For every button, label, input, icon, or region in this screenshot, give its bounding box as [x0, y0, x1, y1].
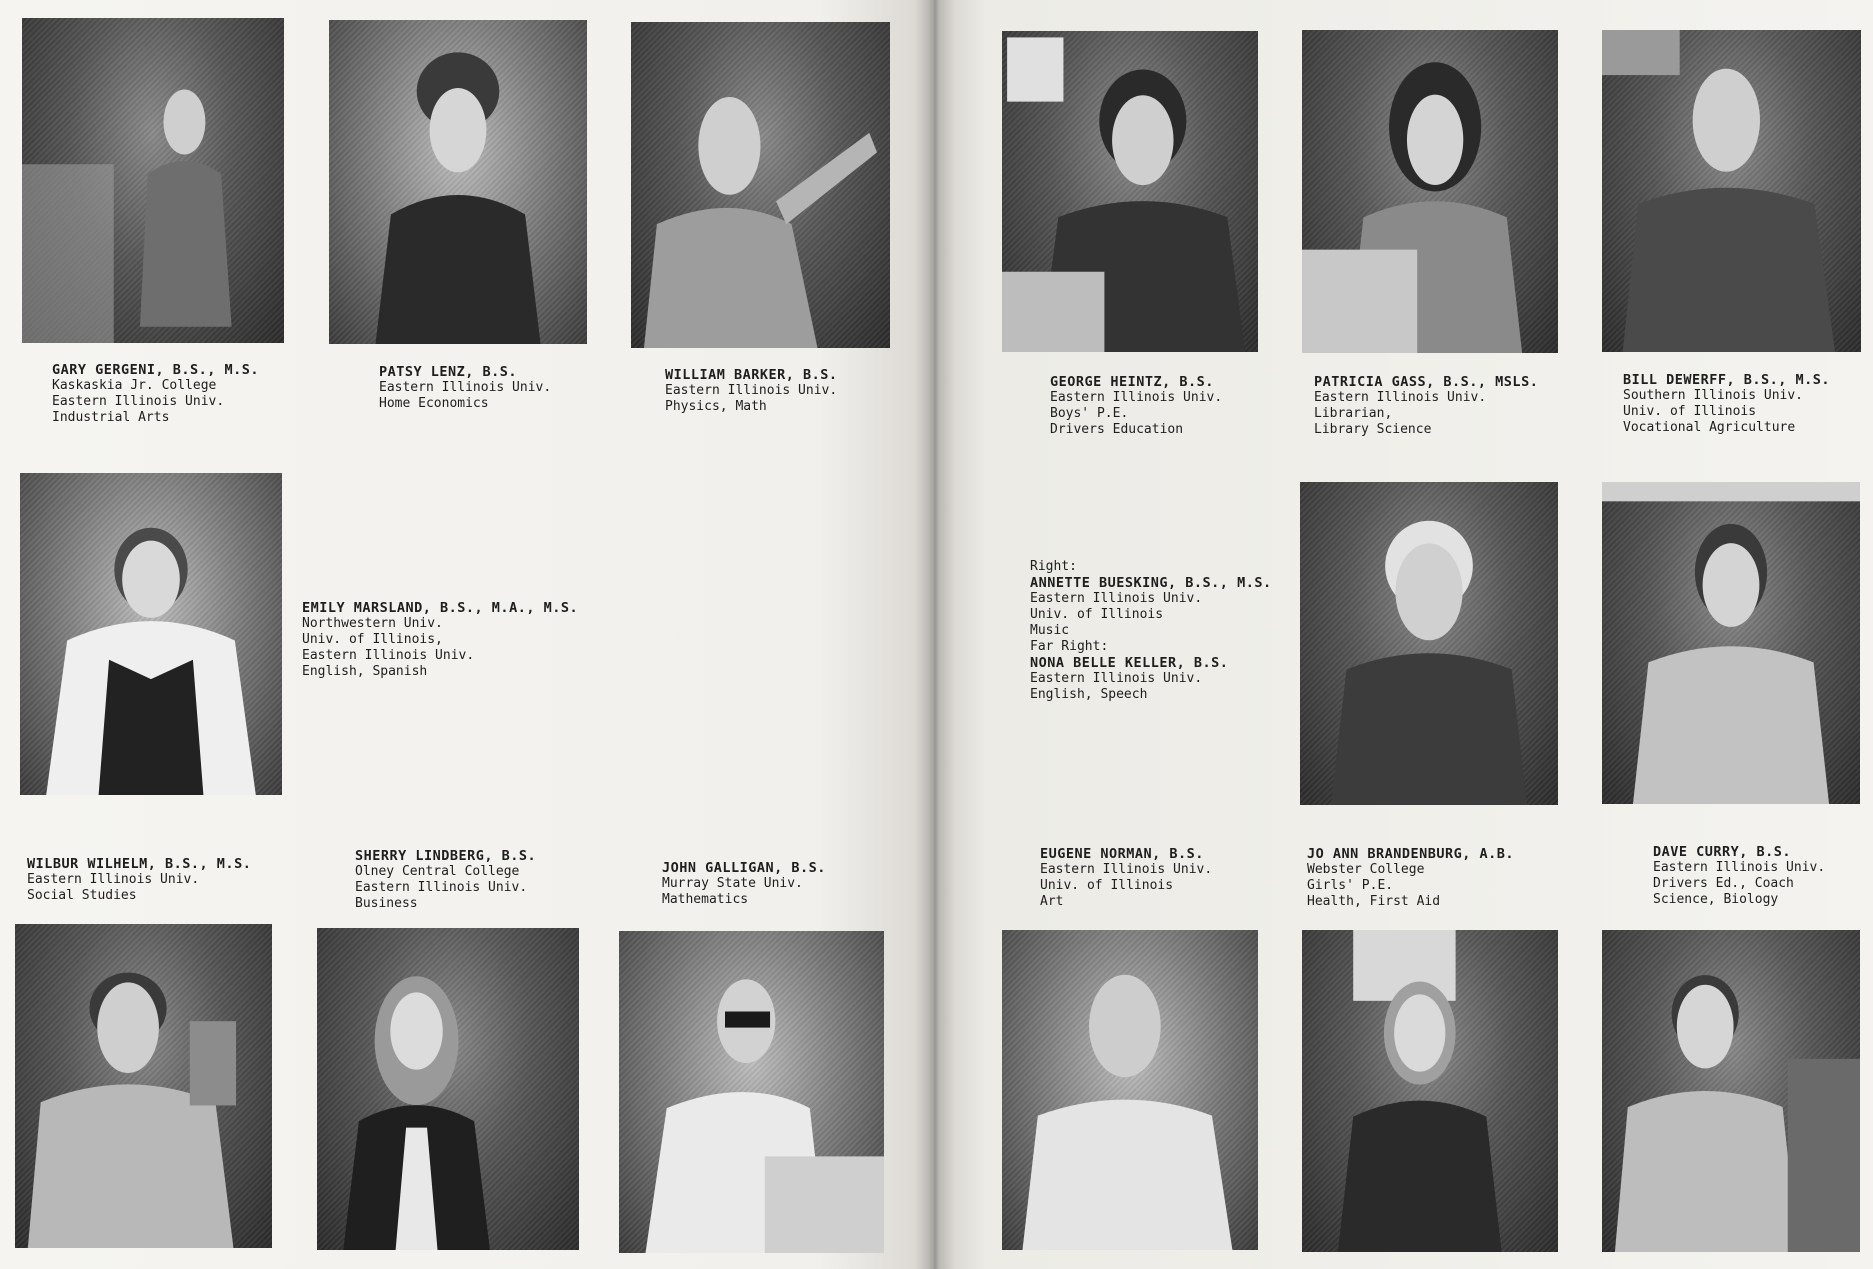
person-detail: English, Speech — [1030, 687, 1148, 702]
person-detail: Drivers Education — [1050, 422, 1184, 437]
person-detail: Boys' P.E. — [1050, 406, 1129, 421]
person-detail: Webster College — [1307, 862, 1425, 877]
person-detail: Drivers Ed., Coach — [1653, 876, 1794, 891]
person-detail: Music — [1030, 623, 1070, 638]
person-name: WILLIAM BARKER, B.S. — [665, 367, 838, 383]
person-name: WILBUR WILHELM, B.S., M.S. — [27, 856, 252, 872]
photo-bill-dewerff — [1602, 30, 1861, 352]
person-detail: Eastern Illinois Univ. — [1040, 862, 1213, 877]
person-detail: Northwestern Univ. — [302, 616, 443, 631]
person-detail: Eastern Illinois Univ. — [1653, 860, 1826, 875]
caption-patsy-lenz — [379, 364, 551, 412]
photo-sherry-lindberg — [317, 928, 579, 1250]
photo-jo-ann-brandenburg — [1302, 930, 1558, 1252]
person-detail: Univ. of Illinois, — [302, 632, 443, 647]
photo-john-galligan — [619, 931, 884, 1253]
caption-william-barker — [665, 367, 838, 415]
person-detail: Health, First Aid — [1307, 894, 1441, 909]
person-detail: Eastern Illinois Univ. — [52, 394, 225, 409]
person-detail: Science, Biology — [1653, 892, 1779, 907]
person-detail: Home Economics — [379, 396, 489, 411]
person-detail: Business — [355, 896, 418, 911]
photo-gary-gergeni — [22, 18, 284, 343]
caption-jo-ann-brandenburg — [1307, 846, 1514, 910]
person-name: EMILY MARSLAND, B.S., M.A., M.S. — [302, 600, 579, 616]
caption-gary-gergeni — [52, 362, 259, 426]
photo-nona-belle-keller — [1602, 482, 1860, 804]
person-detail: Eastern Illinois Univ. — [1050, 390, 1223, 405]
person-detail: Eastern Illinois Univ. — [302, 648, 475, 663]
photo-patricia-gass — [1302, 30, 1558, 353]
person-name: GARY GERGENI, B.S., M.S. — [52, 362, 260, 378]
person-detail: Univ. of Illinois — [1623, 404, 1757, 419]
caption-bill-dewerff — [1623, 372, 1830, 436]
person-detail: Univ. of Illinois — [1040, 878, 1174, 893]
photo-george-heintz — [1002, 31, 1258, 352]
person-detail: Kaskaskia Jr. College — [52, 378, 217, 393]
caption-sherry-lindberg — [355, 848, 536, 912]
photo-patsy-lenz — [329, 20, 587, 344]
person-detail: Vocational Agriculture — [1623, 420, 1796, 435]
person-detail: Eastern Illinois Univ. — [379, 380, 552, 395]
person-name: ANNETTE BUESKING, B.S., M.S. — [1030, 575, 1272, 591]
person-detail: Physics, Math — [665, 399, 767, 414]
person-detail: Eastern Illinois Univ. — [1314, 390, 1487, 405]
person-detail: Eastern Illinois Univ. — [355, 880, 528, 895]
caption-george-heintz — [1050, 374, 1222, 438]
person-name: PATRICIA GASS, B.S., MSLS. — [1314, 374, 1539, 390]
person-detail: Olney Central College — [355, 864, 520, 879]
photo-wilbur-wilhelm — [15, 924, 272, 1248]
photo-dave-curry — [1602, 930, 1860, 1252]
caption-emily-marsland — [302, 600, 578, 680]
person-detail: Eastern Illinois Univ. — [665, 383, 838, 398]
photo-william-barker — [631, 22, 890, 348]
person-name: JO ANN BRANDENBURG, A.B. — [1307, 846, 1515, 862]
photo-annette-buesking — [1300, 482, 1558, 805]
caption-john-galligan — [662, 860, 826, 908]
person-detail: Eastern Illinois Univ. — [1030, 591, 1203, 606]
person-detail: Librarian, — [1314, 406, 1393, 421]
person-detail: Social Studies — [27, 888, 137, 903]
person-detail: Art — [1040, 894, 1064, 909]
person-detail: Library Science — [1314, 422, 1432, 437]
person-name: BILL DEWERFF, B.S., M.S. — [1623, 372, 1831, 388]
caption-wilbur-wilhelm — [27, 856, 251, 904]
person-detail: Eastern Illinois Univ. — [27, 872, 200, 887]
person-name: GEORGE HEINTZ, B.S. — [1050, 374, 1214, 390]
person-detail: Murray State Univ. — [662, 876, 803, 891]
photo-emily-marsland — [20, 473, 282, 795]
person-detail: English, Spanish — [302, 664, 428, 679]
caption-eugene-norman — [1040, 846, 1212, 910]
person-name: DAVE CURRY, B.S. — [1653, 844, 1792, 860]
caption-dave-curry — [1653, 844, 1825, 908]
caption-patricia-gass — [1314, 374, 1538, 438]
person-detail: Eastern Illinois Univ. — [1030, 671, 1203, 686]
person-name: NONA BELLE KELLER, B.S. — [1030, 655, 1229, 671]
caption-pair-buesking-keller — [1030, 559, 1272, 703]
position-label-far-right: Far Right: — [1030, 639, 1109, 654]
person-detail: Southern Illinois Univ. — [1623, 388, 1804, 403]
person-detail: Univ. of Illinois — [1030, 607, 1164, 622]
person-detail: Industrial Arts — [52, 410, 170, 425]
book-gutter — [915, 0, 955, 1269]
person-name: EUGENE NORMAN, B.S. — [1040, 846, 1204, 862]
position-label-right: Right: — [1030, 559, 1077, 574]
person-detail: Mathematics — [662, 892, 749, 907]
photo-eugene-norman — [1002, 930, 1258, 1250]
person-name: SHERRY LINDBERG, B.S. — [355, 848, 537, 864]
person-name: JOHN GALLIGAN, B.S. — [662, 860, 826, 876]
person-name: PATSY LENZ, B.S. — [379, 364, 518, 380]
person-detail: Girls' P.E. — [1307, 878, 1394, 893]
